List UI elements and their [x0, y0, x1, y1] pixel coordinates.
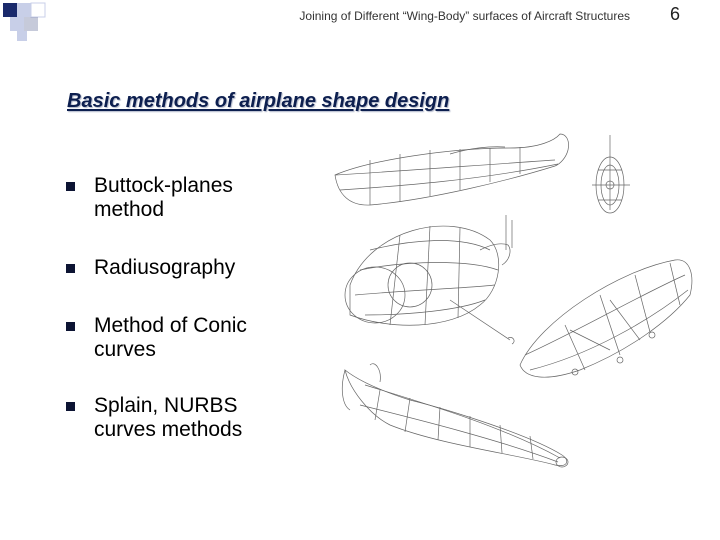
bullet-text: Radiusography: [94, 256, 236, 279]
bullet-text: Buttock-planes method: [94, 174, 233, 221]
page-number: 6: [670, 4, 681, 24]
bullet-item: [66, 394, 324, 442]
square-bullet-icon: [66, 402, 75, 411]
square-bullet-icon: [66, 264, 75, 273]
nurbs-fuselage-wireframe-drawing: [342, 364, 568, 467]
bullet-text: Method of Conic curves: [94, 314, 247, 361]
conic-curves-wireframe-drawing: [520, 260, 692, 377]
bullet-item: [66, 314, 324, 362]
bullet-text: Splain, NURBS curves methods: [94, 394, 243, 441]
bullet-item: [66, 174, 324, 222]
square-bullet-icon: [66, 322, 75, 331]
radiusography-wireframe-drawing: [345, 215, 514, 344]
header-title: Joining of Different “Wing-Body” surfaces of Aircraft Structures: [299, 9, 630, 23]
bullet-item: [66, 256, 324, 280]
corner-squares-decoration: [0, 0, 60, 50]
airplane-wireframe-illustrations: [330, 120, 710, 500]
fuselage-side-view-drawing: [335, 134, 569, 205]
fuselage-front-view-drawing: [592, 135, 630, 213]
slide-title: Basic methods of airplane shape design: [67, 90, 450, 112]
square-bullet-icon: [66, 182, 75, 191]
